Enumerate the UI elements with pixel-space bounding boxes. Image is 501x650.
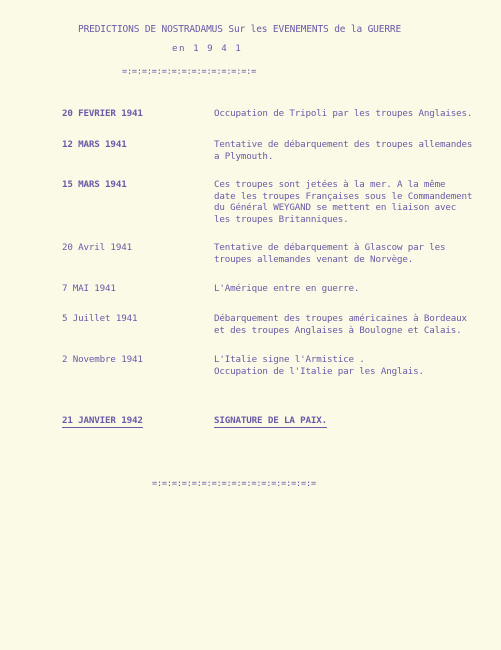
entry-date: 7 MAI 1941 — [62, 283, 116, 294]
entry-event-line: du Général WEYGAND se mettent en liaison avec — [214, 202, 457, 213]
document-title: PREDICTIONS DE NOSTRADAMUS Sur les EVENEMENTS de la GUERRE — [78, 24, 402, 35]
entry-event-line: L'Italie signe l'Armistice . — [214, 354, 365, 365]
footer-separator: =:=:=:=:=:=:=:=:=:=:=:=:=:=:=:=:= — [152, 479, 316, 489]
entry-date: 20 Avril 1941 — [62, 242, 132, 253]
entry-event-line: a Plymouth. — [214, 150, 274, 162]
entry-event-line: date les troupes Françaises sous le Commandement — [214, 190, 473, 202]
document-year: en 1 9 4 1 — [172, 43, 243, 54]
entry-event-line: les troupes Britanniques. — [214, 213, 349, 225]
entry-date: 12 MARS 1941 — [62, 139, 127, 150]
entry-event-line: Tentative de débarquement des troupes allemandes — [214, 139, 473, 150]
entry-event-line: Débarquement des troupes américaines à Bordeaux — [214, 313, 467, 324]
entry-date: 20 FEVRIER 1941 — [62, 108, 143, 119]
entry-event-line: Occupation de Tripoli par les troupes Anglaises. — [214, 108, 473, 119]
entry-event-line: et des troupes Anglaises à Boulogne et Calais. — [214, 324, 462, 336]
entry-event-line: troupes allemandes venant de Norvège. — [214, 253, 414, 265]
final-date: 21 JANVIER 1942 — [62, 415, 143, 428]
entry-event-line: Ces troupes sont jetées à la mer. A la même — [214, 179, 446, 190]
entry-date: 5 Juillet 1941 — [62, 313, 138, 324]
entry-event-line: Occupation de l'Italie par les Anglais. — [214, 365, 424, 377]
entry-date: 15 MARS 1941 — [62, 179, 127, 190]
entry-event-line: L'Amérique entre en guerre. — [214, 283, 360, 294]
entry-event-line: Tentative de débarquement à Glascow par les — [214, 242, 446, 253]
header-separator: =:=:=:=:=:=:=:=:=:=:=:=:=:= — [122, 67, 257, 77]
entry-date: 2 Novembre 1941 — [62, 354, 143, 365]
final-event: SIGNATURE DE LA PAIX. — [214, 415, 327, 428]
